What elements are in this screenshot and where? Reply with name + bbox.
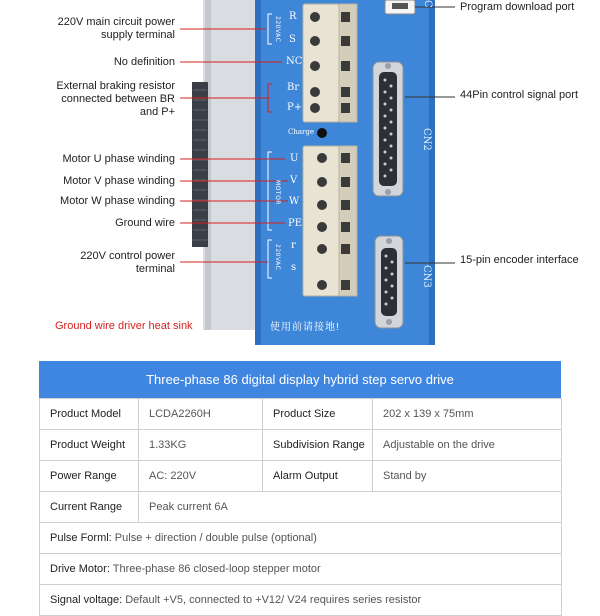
table-row — [40, 461, 562, 492]
cn-top-label: C — [422, 0, 433, 8]
pin-nc: NC — [286, 56, 303, 67]
spec-key: Alarm Output — [263, 461, 373, 492]
callout-control-power: 220V control power terminal — [80, 250, 175, 275]
table-row — [40, 492, 562, 523]
spec-value: Stand by — [373, 461, 562, 492]
callout-program-port: Program download port — [460, 1, 575, 13]
heat-sink-fins — [192, 82, 208, 247]
pin-br: Br — [287, 82, 300, 93]
callout-braking-resistor: External braking resistor connected between BR and P+ — [56, 80, 175, 118]
spec-key: Product Weight — [40, 430, 139, 461]
pin-v: V — [290, 175, 298, 186]
spec-key: Current Range — [40, 492, 139, 523]
pin-r: R — [289, 11, 297, 22]
pin-u: U — [290, 153, 299, 164]
table-row — [40, 585, 562, 616]
spec-value: AC: 220V — [139, 461, 263, 492]
cn3-label: CN3 — [421, 265, 432, 288]
pin-s-small: s — [291, 262, 297, 273]
pin-pe: PE — [288, 218, 303, 229]
spec-value: Pulse + direction / double pulse (optional) — [111, 532, 317, 544]
terminal-block-bottom — [303, 146, 357, 296]
table-row — [40, 430, 562, 461]
spec-full-row — [40, 554, 562, 585]
vlabel-220vac-top: 220VAC — [274, 16, 281, 43]
callout-ground-wire: Ground wire — [115, 217, 175, 229]
callout-motor-u: Motor U phase winding — [62, 153, 175, 165]
spec-value: Peak current 6A — [139, 492, 562, 523]
callout-motor-w: Motor W phase winding — [60, 195, 175, 207]
spec-key: Signal voltage: — [50, 594, 123, 606]
spec-value: 1.33KG — [139, 430, 263, 461]
callout-main-power: 220V main circuit power supply terminal — [57, 16, 175, 41]
cn2-label: CN2 — [421, 128, 432, 151]
callout-motor-v: Motor V phase winding — [63, 175, 175, 187]
spec-key: Subdivision Range — [263, 430, 373, 461]
cn3-connector — [375, 236, 403, 328]
spec-value: Three-phase 86 closed-loop stepper motor — [109, 563, 321, 575]
spec-key: Product Model — [40, 399, 139, 430]
pin-w: W — [289, 196, 300, 207]
spec-value: Adjustable on the drive — [373, 430, 562, 461]
spec-value: 202 x 139 x 75mm — [373, 399, 562, 430]
table-row — [40, 554, 562, 585]
pin-r-small: r — [291, 240, 296, 251]
spec-value: Default +V5, connected to +V12/ V24 requires series resistor — [122, 594, 422, 606]
spec-key: Pulse Forml: — [50, 532, 112, 544]
pin-s: S — [289, 34, 296, 45]
spec-grid — [39, 398, 562, 616]
spec-key: Product Size — [263, 399, 373, 430]
spec-full-row — [40, 585, 562, 616]
vlabel-motor: MOTOR — [274, 180, 281, 205]
spec-table — [39, 361, 561, 616]
spec-title: Three-phase 86 digital display hybrid step servo drive — [39, 361, 561, 398]
spec-full-row — [40, 523, 562, 554]
terminal-block-top — [303, 4, 357, 138]
cn2-connector — [373, 62, 403, 196]
charge-label: Charge — [288, 128, 315, 136]
heat-sink-label: Ground wire driver heat sink — [55, 320, 193, 332]
table-row — [40, 523, 562, 554]
ground-notice: 使用前请接地! — [270, 322, 340, 333]
callout-no-definition: No definition — [113, 56, 175, 68]
spec-key: Drive Motor: — [50, 563, 110, 575]
vlabel-220vac-bottom: 220VAC — [274, 244, 281, 271]
spec-value: LCDA2260H — [139, 399, 263, 430]
callout-encoder: 15-pin encoder interface — [460, 254, 579, 266]
pin-p-plus: P+ — [287, 102, 303, 113]
table-row — [40, 399, 562, 430]
callout-44pin-port: 44Pin control signal port — [460, 89, 579, 101]
spec-key: Power Range — [40, 461, 139, 492]
charge-led — [317, 128, 327, 138]
